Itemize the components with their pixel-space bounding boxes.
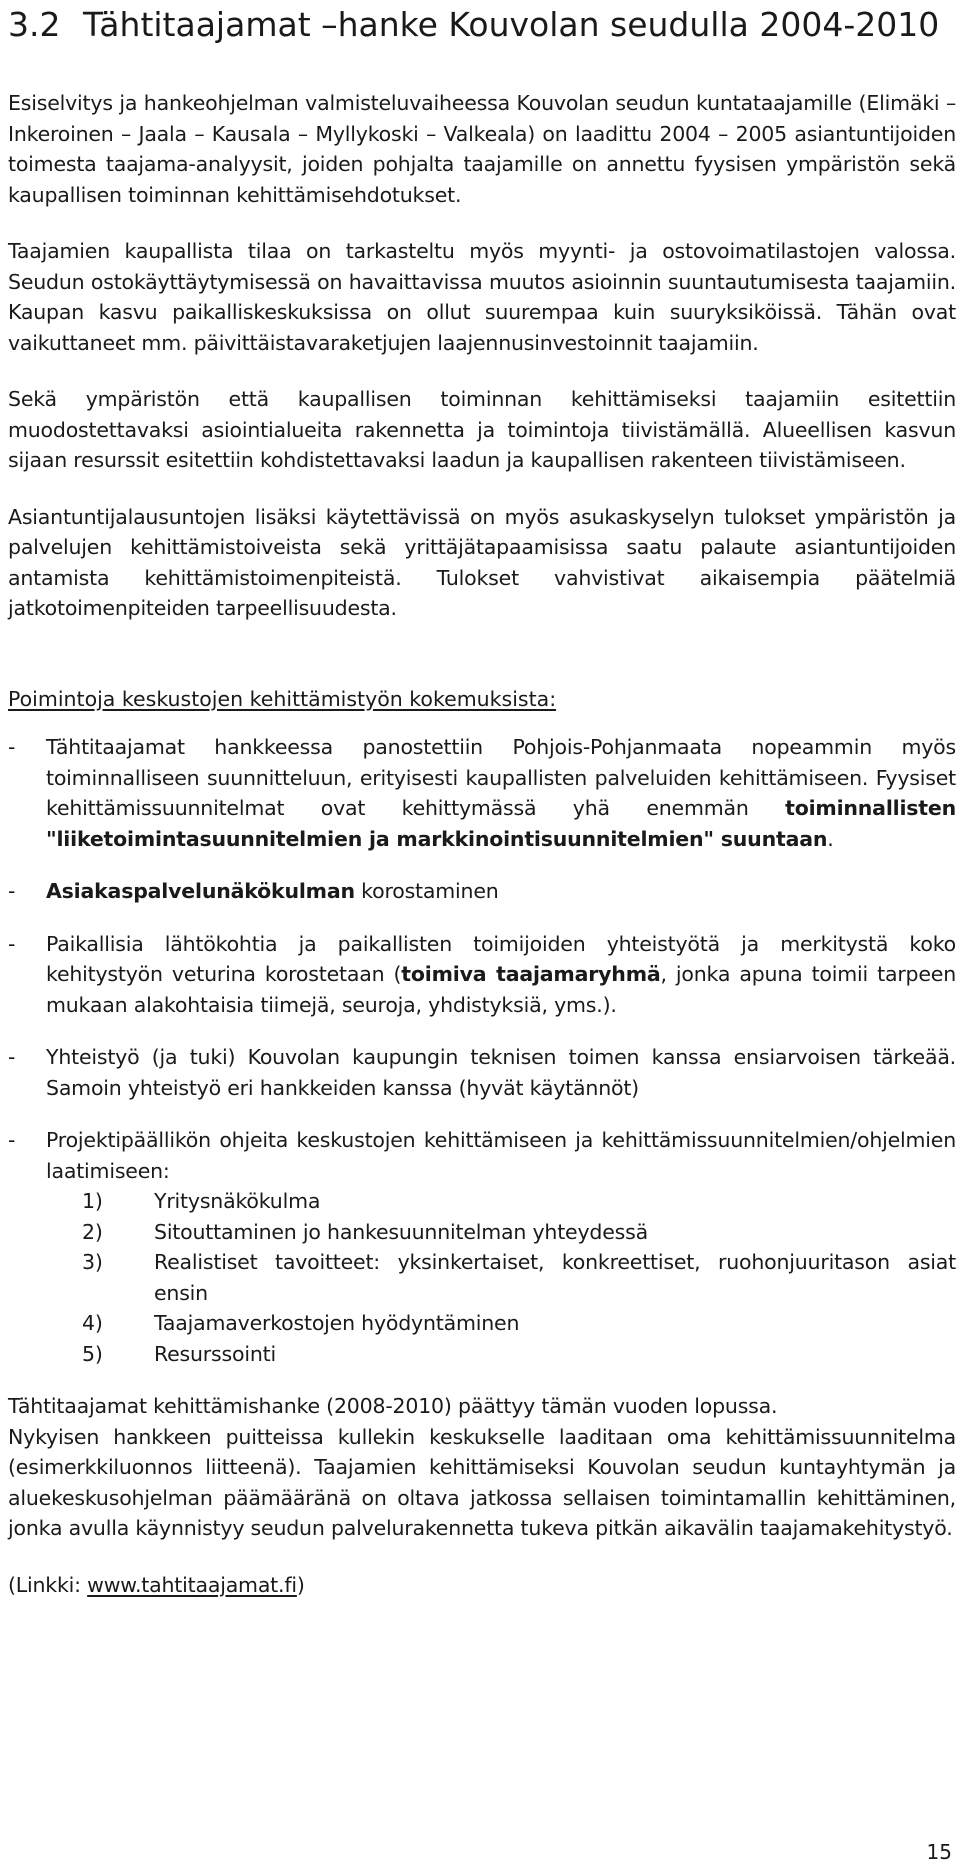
bullet-item-4 bbox=[8, 1042, 956, 1103]
bullet-body: Paikallisia lähtökohtia ja paikallisten toimijoiden yhteistyötä ja merkitystä koko kehitystyön veturina korostetaan (toimiva taajamaryhmä, jonka apuna toimii tarpeen mukaan alakohtaisia tiimejä, seuroja, yhdistyksiä, yms.). bbox=[46, 931, 956, 1017]
bullet-item-5 bbox=[8, 1125, 956, 1369]
link-line: (Linkki: www.tahtitaajamat.fi) bbox=[8, 1572, 305, 1597]
bold-phrase: toimiva taajamaryhmä bbox=[401, 962, 661, 986]
bullet-body: Asiakaspalvelunäkökulman korostaminen bbox=[46, 879, 499, 903]
experiences-heading: Poimintoja keskustojen kehittämistyön kokemuksista: bbox=[8, 686, 557, 711]
bullet-item-3 bbox=[8, 929, 956, 1021]
bullet-item-1 bbox=[8, 732, 956, 854]
bullet-body: Yhteistyö (ja tuki) Kouvolan kaupungin teknisen toimen kanssa ensiarvoisen tärkeää. Samoin yhteistyö eri hankkeiden kanssa (hyvät käytännöt) bbox=[46, 1045, 956, 1100]
paragraph-survey: Asiantuntijalausuntojen lisäksi käytettävissä on myös asukaskyselyn tulokset ympäristön ja palvelujen kehittämistoiveista sekä yrittäjätapaamisissa saatu palaute asiantuntijoiden antamista kehittämistoimenpiteistä. Tulokset vahvistivat aikaisempia päätelmiä jatkotoimenpiteiden tarpeellisuudesta. bbox=[8, 504, 956, 620]
website-link[interactable]: www.tahtitaajamat.fi bbox=[87, 1572, 297, 1597]
bullet-dash: - bbox=[8, 735, 16, 759]
numbered-list bbox=[46, 1186, 956, 1369]
section-title: Tähtitaajamat –hanke Kouvolan seudulla 2004-2010 bbox=[83, 5, 940, 44]
bold-phrase: Asiakaspalvelunäkökulman bbox=[46, 879, 355, 903]
paragraph-development: Sekä ympäristön että kaupallisen toiminnan kehittämiseksi taajamiin esitettiin muodostettavaksi asiointialueita rakennetta ja toimintoja tiivistämällä. Alueellisen kasvun sijaan resurssit esitettiin kohdistettavaksi laadun ja kaupallisen rakenteen tiivistämiseen. bbox=[8, 387, 956, 472]
paragraph-sales: Taajamien kaupallista tilaa on tarkasteltu myös myynti- ja ostovoimatilastojen valossa. Seudun ostokäyttäytymisessä on havaittavissa muutos asioinnin suuntautumisesta taajamiin. Kaupan kasvu paikalliskeskuksissa on ollut suurempaa kuin suuryksiköissä. Tähän ovat vaikuttaneet mm. päivittäistavaraketjujen laajennusinvestoinnit taajamiin. bbox=[8, 239, 956, 355]
bullet-dash: - bbox=[8, 879, 16, 903]
bullet-body: Projektipäällikön ohjeita keskustojen kehittämiseen ja kehittämissuunnitelmien/ohjelmien laatimiseen: 1) Yritysnäkökulma 2) Sitouttaminen jo hankesuunnitelman yhteydessä 3) Realistiset tavoitteet: yksinkertaiset, konkreettiset, ruohonjuuritason asiat ensin 4) Taajamaverkostojen hyödyntäminen 5) Resurssointi bbox=[46, 1125, 956, 1369]
closing-line: Tähtitaajamat kehittämishanke (2008-2010) päättyy tämän vuoden lopussa. bbox=[8, 1394, 778, 1418]
bullet-dash: - bbox=[8, 1045, 16, 1069]
bullet-item-2 bbox=[8, 876, 956, 907]
bold-phrase: toiminnallisten "liiketoimintasuunnitelmien ja markkinointisuunnitelmien" suuntaan bbox=[46, 796, 956, 851]
list-item: 1) Yritysnäkökulma bbox=[82, 1189, 321, 1213]
document-page bbox=[8, 0, 956, 1600]
section-heading bbox=[8, 0, 956, 48]
paragraph-intro: Esiselvitys ja hankeohjelman valmisteluvaiheessa Kouvolan seudun kuntataajamille (Elimäki – Inkeroinen – Jaala – Kausala – Myllykoski – Valkeala) on laadittu 2004 – 2005 asiantuntijoiden toimesta taajama-analyysit, joiden pohjalta taajamille on annettu fyysisen ympäristön sekä kaupallisen toiminnan kehittämisehdotukset. bbox=[8, 91, 956, 207]
closing-paragraph: Nykyisen hankkeen puitteissa kullekin keskukselle laaditaan oma kehittämissuunnitelma (esimerkkiluonnos liitteenä). Taajamien kehittämiseksi Kouvolan seudun kuntayhtymän ja aluekeskusohjelman päämääränä on oltava jatkossa sellaisen toimintamallin kehittäminen, jonka avulla käynnistyy seudun palvelurakennetta tukeva pitkän aikavälin taajamakehitystyö. bbox=[8, 1424, 956, 1540]
list-item: 2) Sitouttaminen jo hankesuunnitelman yhteydessä bbox=[82, 1219, 648, 1244]
list-item: 3) Realistiset tavoitteet: yksinkertaiset, konkreettiset, ruohonjuuritason asiat ensin bbox=[82, 1250, 956, 1305]
list-item: 5) Resurssointi bbox=[82, 1341, 276, 1366]
bullet-body: Tähtitaajamat hankkeessa panostettiin Pohjois-Pohjanmaata nopeammin myös toiminnalliseen suunnitteluun, erityisesti kaupallisten palveluiden kehittämiseen. Fyysiset kehittämissuunnitelmat ovat kehittymässä yhä enemmän toiminnallisten "liiketoimintasuunnitelmien ja markkinointisuunnitelmien" suuntaan. bbox=[46, 735, 956, 851]
section-number: 3.2 bbox=[8, 5, 61, 44]
page-number: 15 bbox=[926, 1840, 952, 1864]
bullet-dash: - bbox=[8, 1128, 16, 1152]
list-item: 4) Taajamaverkostojen hyödyntäminen bbox=[82, 1311, 520, 1335]
bullet-dash: - bbox=[8, 931, 16, 956]
